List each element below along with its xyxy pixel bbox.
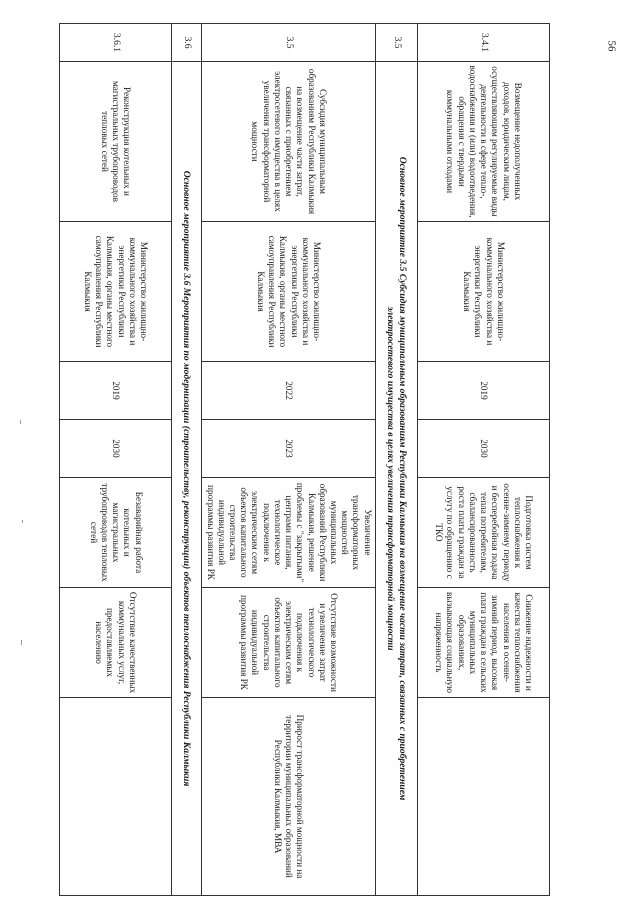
section-row-3-5 bbox=[376, 24, 418, 896]
section-title bbox=[376, 62, 418, 896]
row-number: 3.5 bbox=[202, 24, 376, 62]
measure-name: Возмещение недополученных доходов, юридическим лицам, осуществляющим регулируемые виды деятельности в сфере тепло-, водоснабжения и (или) водоотведения, обращения с твердыми коммунальными отходами bbox=[418, 62, 550, 222]
target-indicator bbox=[60, 698, 172, 896]
target-indicator: Прирост трансформаторной мощности на территории муниципальных образований Республики Калмыкия, МВА bbox=[202, 698, 376, 896]
rotated-table-container bbox=[0, 23, 550, 895]
program-measures-table bbox=[59, 23, 550, 896]
measure-name: Субсидия муниципальным образованиям Республики Калмыкия на возмещение части затрат, связанных с приобретением электросетевого имущества в целях увеличения трансформаторной мощности bbox=[202, 62, 376, 222]
non-implementation-consequences: Снижение надежности и качества теплоснабжения населения в осенне-зимний период, высокая плата граждан в сельских муниципальных образованиях, вызывающая социальную напряженность bbox=[418, 588, 550, 698]
start-year: 2019 bbox=[418, 362, 550, 420]
measure-name: Реконструкция котельных и магистральных трубопроводов тепловых сетей bbox=[60, 62, 172, 222]
page-number: 56 bbox=[605, 40, 618, 52]
row-number: 3.4.1 bbox=[418, 24, 550, 62]
start-year: 2019 bbox=[60, 362, 172, 420]
end-year: 2030 bbox=[60, 420, 172, 478]
table-row-3-4-1 bbox=[418, 24, 550, 896]
section-row-3-6 bbox=[172, 24, 202, 896]
table-row-3-5 bbox=[202, 24, 376, 896]
target-indicator bbox=[418, 698, 550, 896]
expected-result: Безаварийная работа котельных и магистральных трубопроводов тепловых сетей bbox=[60, 478, 172, 588]
table-row-3-6-1 bbox=[60, 24, 172, 896]
measure-executor: Министерство жилищно-коммунального хозяйства и энергетики Республики Калмыкия bbox=[418, 222, 550, 362]
section-title-line-1: Основное мероприятие 3.5 Субсидия муниципальным образованиям Республики Калмыкия на возмещение части затрат, связанных с приобретением bbox=[397, 156, 409, 801]
section-title-line-2: электросетевого имущества в целях увеличения трансформаторной мощности bbox=[385, 306, 397, 651]
start-year: 2022 bbox=[202, 362, 376, 420]
scan-speck bbox=[21, 640, 22, 645]
section-title: Основное мероприятие 3.6 Мероприятия по модернизации (строительству, реконструкции) объектов теплоснабжения Республики Калмыкия bbox=[172, 62, 202, 896]
measure-executor: Министерство жилищно-коммунального хозяйства и энергетики Республики Калмыкия, органы местного самоуправления Республики Калмыкия bbox=[60, 222, 172, 362]
expected-result: Подготовка систем теплоснабжения к осенне-зимнему периоду и бесперебойная подача тепла потребителям, сбалансированность роста платы граждан за услугу по обращению с ТКО bbox=[418, 478, 550, 588]
scan-speck bbox=[20, 420, 21, 424]
row-number: 3.6.1 bbox=[60, 24, 172, 62]
non-implementation-consequences: Отсутствие качественных коммунальных услуг, предоставляемых населению bbox=[60, 588, 172, 698]
measure-executor: Министерство жилищно-коммунального хозяйства и энергетики Республики Калмыкия, органы местного самоуправления Республики Калмыкия bbox=[202, 222, 376, 362]
end-year: 2030 bbox=[418, 420, 550, 478]
end-year: 2023 bbox=[202, 420, 376, 478]
section-number: 3.6 bbox=[172, 24, 202, 62]
section-number: 3.5 bbox=[376, 24, 418, 62]
scan-speck bbox=[22, 520, 23, 523]
non-implementation-consequences: Отсутствие возможности и увеличение затрат технологического подключения к электрическим сетям объектов капитального строительства индивидуальной программы развития РК bbox=[202, 588, 376, 698]
expected-result: Увеличение трансформаторных мощностей муниципальных образований Республики Калмыкия, решение проблемы с "закрытыми" центрами питания, технологическое подключение к электрическим сетям объектов капитального строительства индивидуальной программы развития РК bbox=[202, 478, 376, 588]
